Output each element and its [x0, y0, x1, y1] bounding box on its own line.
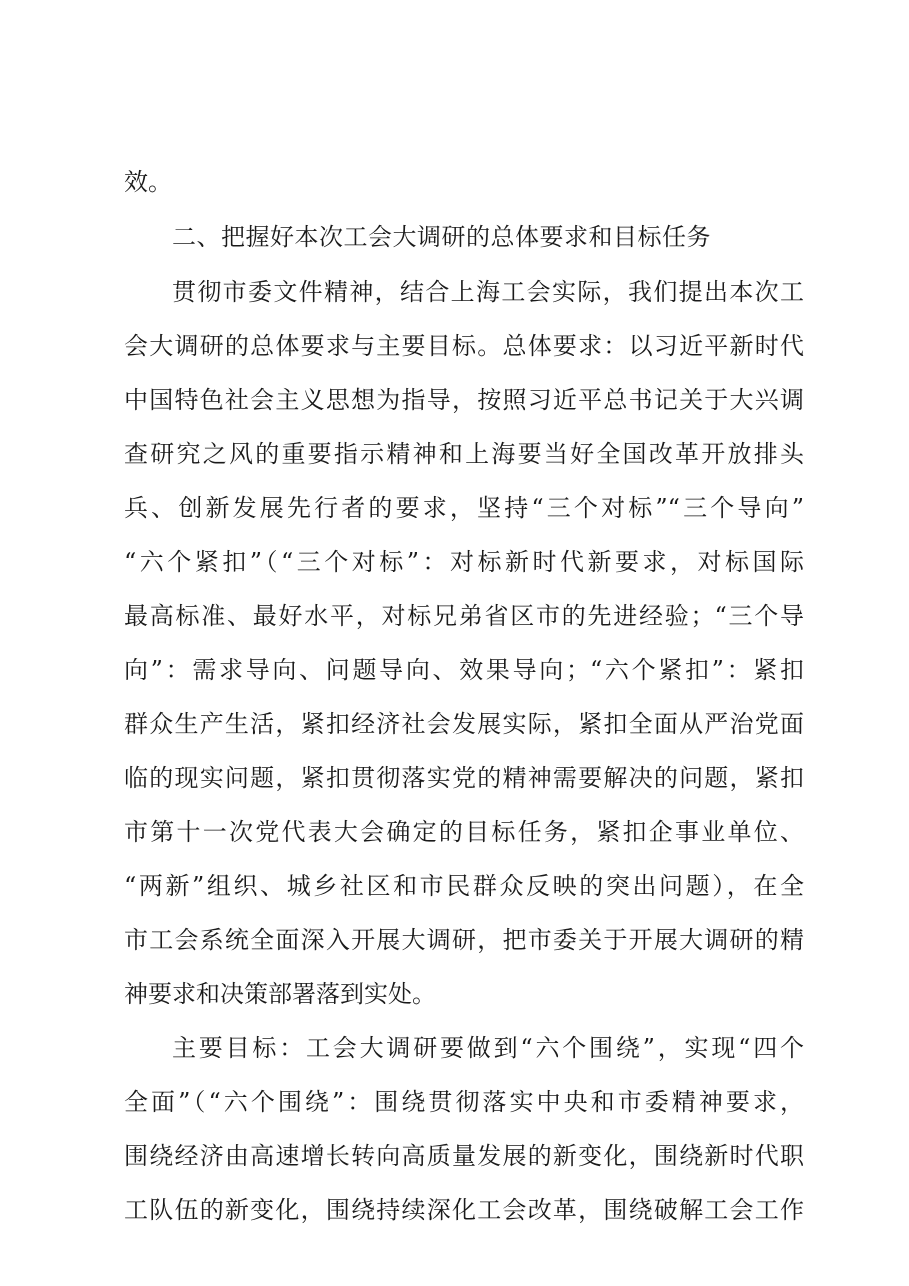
body-line: 临的现实问题，紧扣贯彻落实党的精神需要解决的问题，紧扣 [124, 764, 804, 792]
body-line: 最高标准、最好水平，对标兄弟省区市的先进经验；“三个导 [124, 602, 804, 630]
body-line: 贯彻市委文件精神，结合上海工会实际，我们提出本次工 [172, 278, 804, 306]
body-line: 市第十一次党代表大会确定的目标任务，紧扣企事业单位、 [124, 818, 804, 846]
body-line: 主要目标：工会大调研要做到“六个围绕”，实现“四个 [172, 1034, 804, 1062]
body-line: 神要求和决策部署落到实处。 [124, 980, 436, 1008]
body-line: 向”：需求导向、问题导向、效果导向；“六个紧扣”：紧扣 [124, 656, 804, 684]
paragraph-tail-line: 效。 [124, 168, 172, 196]
body-line: 查研究之风的重要指示精神和上海要当好全国改革开放排头 [124, 440, 804, 468]
body-line: 兵、创新发展先行者的要求，坚持“三个对标”“三个导向” [124, 494, 804, 522]
section-heading: 二、把握好本次工会大调研的总体要求和目标任务 [172, 223, 711, 251]
body-line: “两新”组织、城乡社区和市民群众反映的突出问题），在全 [124, 872, 804, 900]
body-line: 会大调研的总体要求与主要目标。总体要求：以习近平新时代 [124, 332, 804, 360]
body-line: 中国特色社会主义思想为指导，按照习近平总书记关于大兴调 [124, 386, 804, 414]
body-line: 围绕经济由高速增长转向高质量发展的新变化，围绕新时代职 [124, 1142, 804, 1170]
body-line: 群众生产生活，紧扣经济社会发展实际，紧扣全面从严治党面 [124, 710, 804, 738]
body-line: 全面”（“六个围绕”：围绕贯彻落实中央和市委精神要求， [124, 1088, 804, 1116]
body-line: “六个紧扣”（“三个对标”：对标新时代新要求，对标国际 [124, 548, 804, 576]
body-line: 工队伍的新变化，围绕持续深化工会改革，围绕破解工会工作 [124, 1196, 804, 1224]
body-line: 市工会系统全面深入开展大调研，把市委关于开展大调研的精 [124, 926, 804, 954]
